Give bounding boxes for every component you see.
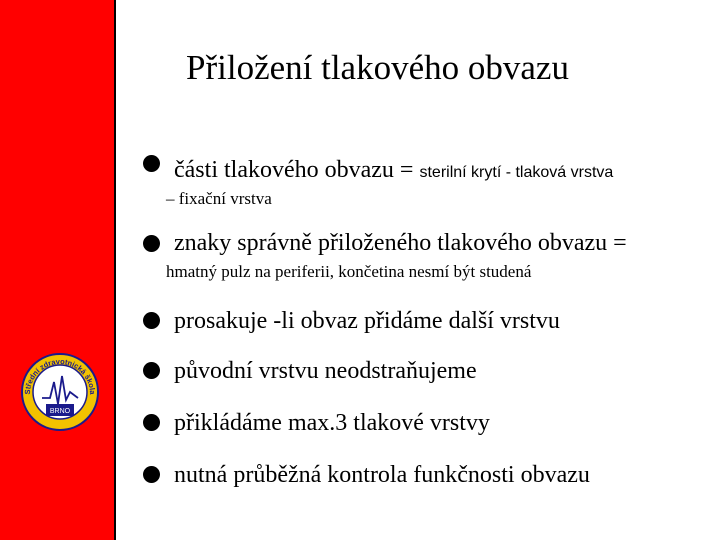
bullet-item-1	[174, 157, 613, 184]
bullet-item-2	[174, 230, 627, 257]
bullet-2-continuation: hmatný pulz na periferii, končetina nesmí být studená	[166, 262, 532, 281]
logo-bottom-text: BRNO	[49, 408, 71, 415]
bullet-dot	[143, 466, 160, 483]
bullet-item-6: nutná průběžná kontrola funkčnosti obvazu	[174, 462, 590, 488]
bullet-item-5: přikládáme max.3 tlakové vrstvy	[174, 410, 490, 436]
bullet-item-4: původní vrstvu neodstraňujeme	[174, 358, 477, 384]
sidebar-divider	[114, 0, 116, 540]
bullet-2-main: znaky správně přiloženého tlakového obvazu =	[174, 230, 627, 256]
bullet-item-3: prosakuje -li obvaz přidáme další vrstvu	[174, 308, 560, 334]
bullet-dot	[143, 235, 160, 252]
page-title: Přiložení tlakového obvazu	[186, 48, 569, 87]
bullet-dot	[143, 362, 160, 379]
bullet-1-main: části tlakového obvazu =	[174, 157, 420, 183]
logo-arc-text: Střední zdravotnická škola	[22, 356, 98, 395]
school-emblem-icon	[20, 352, 100, 432]
red-sidebar	[0, 0, 114, 540]
bullet-dot	[143, 312, 160, 329]
bullet-dot	[143, 414, 160, 431]
bullet-dot	[143, 155, 160, 172]
bullet-1-small: sterilní krytí - tlaková vrstva	[419, 164, 614, 181]
bullet-1-continuation: – fixační vrstva	[166, 189, 272, 208]
